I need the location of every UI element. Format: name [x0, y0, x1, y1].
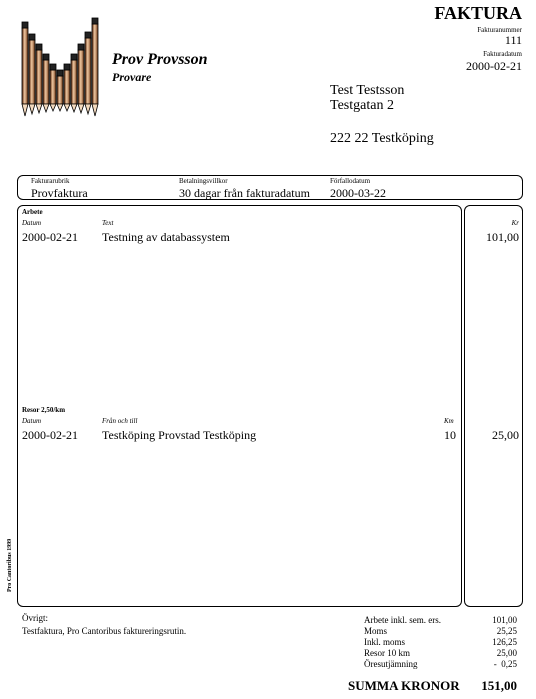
totals-line [364, 626, 517, 637]
terms-label: Betalningsvillkor [179, 177, 228, 185]
travel-col-km: Km [444, 417, 454, 425]
work-row-text: Testning av databassystem [102, 230, 230, 244]
totals-line [364, 637, 517, 648]
totals-block [364, 615, 517, 670]
company-name: Prov Provsson [112, 51, 208, 68]
travel-row-date: 2000-02-21 [22, 428, 78, 442]
totals-line-label: Öresutjämning [364, 659, 418, 669]
travel-col-date: Datum [22, 417, 42, 425]
work-col-amount: Kr [511, 219, 519, 227]
recipient-name: Test Testsson [330, 83, 405, 98]
work-section-title: Arbete [22, 208, 43, 216]
doc-title: FAKTURA [434, 3, 522, 23]
other-label: Övrigt: [22, 613, 48, 623]
work-row-amount: 101,00 [486, 230, 519, 244]
totals-line-label: Inkl. moms [364, 637, 406, 647]
travel-col-route: Från och till [102, 417, 138, 425]
work-col-date: Datum [22, 219, 42, 227]
travel-row-km: 10 [444, 428, 456, 442]
totals-line-value: 126,25 [492, 637, 517, 647]
work-col-text: Text [102, 219, 114, 227]
sum-value: 151,00 [481, 678, 517, 693]
items-box [17, 205, 462, 607]
terms-value: 30 dagar från fakturadatum [179, 186, 310, 200]
totals-line [364, 659, 517, 670]
totals-line-label: Moms [364, 626, 388, 636]
invoice-number-label: Fakturanummer [477, 26, 522, 34]
ref-label: Fakturarubrik [31, 177, 70, 185]
totals-line-value: 101,00 [492, 615, 517, 625]
totals-line-value: 25,25 [496, 626, 517, 636]
totals-line-label: Arbete inkl. sem. ers. [364, 615, 441, 625]
totals-line-value: 25,00 [496, 648, 517, 658]
travel-section-title: Resor 2,50/km [22, 406, 66, 414]
recipient-postal: 222 22 Testköping [330, 131, 434, 146]
company-subtitle: Provare [112, 70, 152, 84]
invoice-number: 111 [504, 33, 522, 47]
totals-line [364, 648, 517, 659]
amounts-box [464, 205, 523, 607]
totals-line-label: Resor 10 km [364, 648, 410, 658]
recipient-street: Testgatan 2 [330, 98, 394, 113]
pencils-logo-icon [18, 16, 104, 120]
totals-line-value: - 0,25 [493, 659, 517, 669]
travel-row-route: Testköping Provstad Testköping [102, 428, 257, 442]
invoice-date: 2000-02-21 [466, 59, 522, 73]
totals-line [364, 615, 517, 626]
other-text: Testfaktura, Pro Cantoribus faktureringsrutin. [22, 626, 187, 636]
side-credit: Pro Cantoribus 1999 [7, 538, 13, 592]
work-row-date: 2000-02-21 [22, 230, 78, 244]
due-label: Förfallodatum [330, 177, 371, 185]
due-value: 2000-03-22 [330, 186, 386, 200]
sum-label: SUMMA KRONOR [348, 678, 460, 693]
invoice-date-label: Fakturadatum [483, 50, 522, 58]
ref-value: Provfaktura [31, 186, 88, 200]
travel-row-amount: 25,00 [492, 428, 519, 442]
